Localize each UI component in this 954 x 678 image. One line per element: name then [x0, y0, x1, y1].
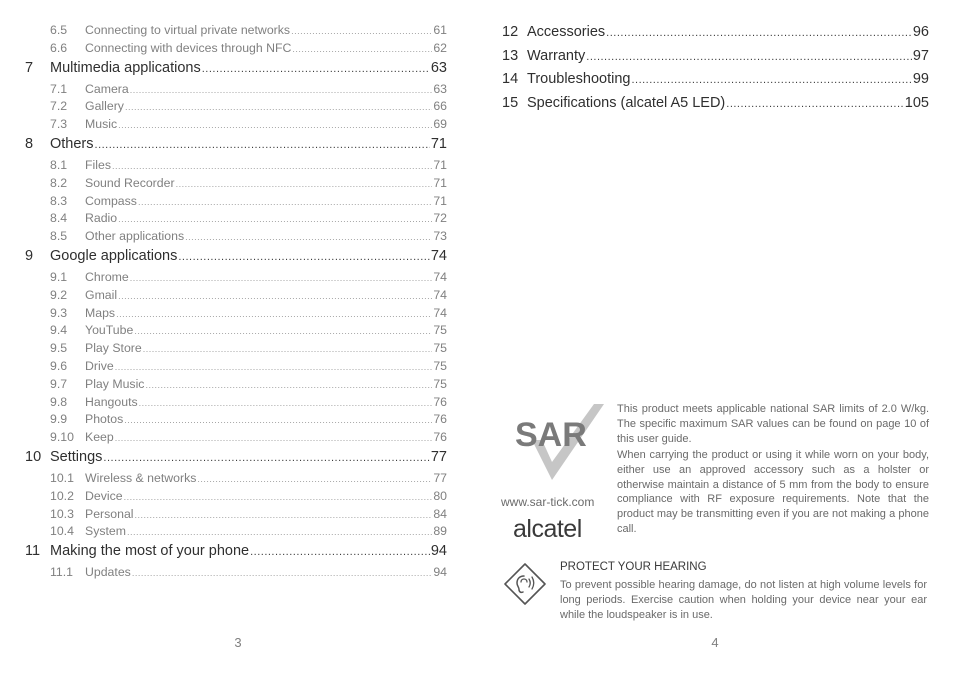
toc-entry[interactable] — [25, 134, 447, 154]
toc-subentry[interactable] — [50, 339, 447, 357]
sar-url: www.sar-tick.com — [501, 495, 595, 509]
toc-entry-title: Making the most of your phone — [50, 543, 250, 560]
toc-dot-leader — [631, 70, 911, 89]
toc-entry-page: 74 — [430, 248, 447, 264]
toc-entry-number: 11.1 — [50, 565, 74, 580]
toc-entry-number: 9.3 — [50, 305, 68, 320]
toc-dot-leader — [143, 340, 433, 357]
toc-entry[interactable] — [25, 246, 447, 266]
toc-entry-title: Troubleshooting — [527, 71, 631, 87]
toc-entry-number: 9.2 — [50, 287, 68, 302]
toc-subentry[interactable] — [50, 286, 447, 304]
toc-subentry[interactable] — [50, 80, 447, 98]
toc-dot-leader — [132, 564, 433, 581]
sar-paragraph-1: This product meets applicable national SAR limits of 2.0 W/kg. The specific maximum SAR values can be found on page 10 of this user guide. — [617, 403, 929, 445]
toc-entry-number: 7 — [25, 59, 34, 76]
toc-entry-title: Radio — [85, 211, 118, 226]
toc-entry-number: 10.1 — [50, 471, 74, 485]
toc-subentry[interactable] — [50, 304, 447, 322]
toc-entry-title: Hangouts — [85, 394, 138, 409]
toc-dot-leader — [291, 22, 432, 39]
toc-entry-title: Personal — [85, 506, 134, 521]
toc-entry-title: Connecting to virtual private networks — [85, 23, 291, 37]
toc-entry[interactable] — [25, 58, 447, 78]
toc-entry-page: 99 — [912, 71, 929, 87]
sar-tick-logo — [512, 400, 612, 488]
toc-entry-number: 10.4 — [50, 524, 74, 539]
toc-dot-leader — [176, 175, 433, 192]
toc-dot-leader — [139, 394, 433, 411]
right-page — [477, 0, 954, 678]
toc-entry-title: Music — [85, 117, 118, 132]
toc-entry-page: 80 — [433, 488, 447, 503]
toc-dot-leader — [118, 116, 432, 133]
toc-entry[interactable] — [502, 69, 929, 89]
toc-entry-title: Wireless & networks — [85, 471, 197, 485]
toc-entry-title: Files — [85, 158, 111, 172]
toc-dot-leader — [145, 376, 432, 393]
alcatel-logo-text: alcatel — [513, 515, 582, 543]
toc-entry[interactable] — [502, 93, 929, 113]
toc-entry-page: 73 — [433, 229, 447, 244]
toc-entry-number: 6.6 — [50, 40, 68, 55]
toc-dot-leader — [586, 47, 912, 66]
toc-entry-page: 63 — [433, 81, 447, 96]
toc-entry-page: 94 — [433, 565, 447, 580]
toc-dot-leader — [124, 411, 432, 428]
toc-entry-page: 76 — [433, 394, 447, 409]
toc-entry-title: Drive — [85, 359, 114, 373]
toc-entry-page: 74 — [433, 287, 447, 302]
toc-entry-page: 76 — [433, 430, 447, 445]
toc-entry-page: 84 — [433, 506, 447, 521]
toc-dot-leader — [134, 322, 432, 339]
toc-entry-page: 97 — [912, 47, 929, 64]
toc-entry-number: 9.4 — [50, 323, 68, 338]
toc-entry-page: 76 — [433, 412, 447, 427]
toc-dot-leader — [115, 358, 433, 375]
toc-entry-page: 63 — [430, 59, 447, 76]
toc-dot-leader — [292, 40, 432, 57]
toc-entry-number: 7.3 — [50, 117, 68, 132]
sar-paragraph-2: When carrying the product or using it while worn on your body, either use an approved accessory such as a holster or otherwise maintain a distance of 5 mm from the body to ensure compliance with RF exposure requirements. Note that the product may be transmitting even if you are not making a phone call. — [617, 449, 929, 535]
toc-entry-number: 12 — [502, 24, 519, 40]
hearing-title: PROTECT YOUR HEARING — [560, 561, 707, 573]
toc-entry-title: Play Store — [85, 341, 142, 356]
page-number-left: 3 — [234, 635, 242, 650]
toc-dot-leader — [118, 287, 432, 304]
toc-dot-leader — [138, 193, 432, 210]
toc-entry[interactable] — [25, 447, 447, 467]
toc-entry-title: Settings — [50, 449, 103, 465]
toc-entry-number: 9.6 — [50, 359, 68, 373]
toc-subentry[interactable] — [50, 192, 447, 210]
toc-dot-leader — [135, 506, 433, 523]
toc-subentry[interactable] — [50, 563, 447, 581]
toc-entry-title: Play Music — [85, 376, 145, 391]
toc-subentry[interactable] — [50, 505, 447, 523]
hearing-text: To prevent possible hearing damage, do not listen at high volume levels for long periods. Exercise caution when holding your device near your ear while the loudspeaker is in use. — [560, 579, 927, 621]
toc-entry-page: 66 — [433, 99, 447, 114]
toc-entry-page: 69 — [433, 117, 447, 132]
toc-entry-number: 13 — [502, 47, 519, 64]
toc-entry-number: 8.5 — [50, 229, 68, 244]
toc-entry-page: 75 — [433, 341, 447, 356]
toc-entry-page: 96 — [912, 24, 929, 40]
toc-subentry[interactable] — [50, 21, 447, 39]
toc-subentry[interactable] — [50, 375, 447, 393]
toc-entry-page: 71 — [433, 193, 447, 208]
toc-entry-number: 10.3 — [50, 506, 74, 521]
toc-entry-title: Chrome — [85, 270, 129, 284]
alcatel-logo — [513, 513, 599, 543]
toc-entry-number: 14 — [502, 71, 519, 87]
toc-subentry[interactable] — [50, 428, 447, 446]
toc-entry[interactable] — [502, 46, 929, 66]
toc-entry-number: 9 — [25, 248, 34, 264]
toc-entry-page: 72 — [433, 211, 447, 226]
toc-dot-leader — [197, 470, 432, 487]
toc-entry-title: YouTube — [85, 323, 134, 338]
page-number-right: 4 — [711, 635, 719, 650]
toc-entry-title: System — [85, 524, 126, 539]
toc-entry-number: 11 — [25, 543, 41, 560]
toc-entry-page: 105 — [904, 94, 929, 111]
toc-entry-number: 7.2 — [50, 99, 68, 114]
toc-entry-page: 75 — [433, 323, 447, 338]
toc-entry-page: 77 — [430, 449, 447, 465]
toc-entry-title: Specifications (alcatel A5 LED) — [527, 94, 726, 111]
toc-entry-number: 10 — [25, 449, 42, 465]
toc-dot-leader — [124, 488, 433, 505]
toc-entry-page: 77 — [433, 471, 447, 485]
toc-subentry[interactable] — [50, 393, 447, 411]
toc-entry-page: 71 — [433, 158, 447, 172]
toc-dot-leader — [726, 94, 904, 113]
toc-dot-leader — [130, 81, 433, 98]
toc-subentry[interactable] — [50, 156, 447, 174]
toc-subentry[interactable] — [50, 357, 447, 375]
toc-entry-number: 15 — [502, 94, 519, 111]
toc-entry-title: Others — [50, 136, 94, 152]
toc-entry[interactable] — [25, 541, 447, 561]
toc-entry-page: 61 — [433, 23, 447, 37]
toc-entry-number: 6.5 — [50, 23, 68, 37]
toc-subentry[interactable] — [50, 487, 447, 505]
toc-entry-number: 9.7 — [50, 376, 68, 391]
toc-entry-number: 8 — [25, 136, 34, 152]
toc-entry-title: Camera — [85, 81, 129, 96]
toc-entry-number: 8.1 — [50, 158, 68, 172]
toc-subentry[interactable] — [50, 268, 447, 286]
toc-subentry[interactable] — [50, 174, 447, 192]
toc-entry-title: Keep — [85, 430, 114, 445]
hearing-warning-icon — [503, 562, 547, 606]
toc-entry-page: 62 — [433, 40, 447, 55]
toc-entry-number: 9.9 — [50, 412, 68, 427]
toc-entry-page: 89 — [433, 524, 447, 539]
toc-entry-title: Sound Recorder — [85, 175, 175, 190]
toc-dot-leader — [95, 135, 430, 154]
toc-entry-number: 8.3 — [50, 193, 68, 208]
toc-entry-title: Other applications — [85, 229, 185, 244]
toc-subentry[interactable] — [50, 97, 447, 115]
toc-subentry[interactable] — [50, 209, 447, 227]
toc-subentry[interactable] — [50, 469, 447, 487]
toc-entry-page: 71 — [430, 136, 447, 152]
toc-dot-leader — [130, 269, 433, 286]
toc-subentry[interactable] — [50, 39, 447, 57]
toc-entry-title: Google applications — [50, 248, 178, 264]
toc-entry-number: 7.1 — [50, 81, 68, 96]
toc-dot-leader — [202, 59, 430, 78]
toc-subentry[interactable] — [50, 321, 447, 339]
toc-dot-leader — [125, 98, 432, 115]
toc-entry-title: Accessories — [527, 24, 606, 40]
toc-dot-leader — [115, 429, 433, 446]
toc-entry-title: Connecting with devices through NFC — [85, 40, 292, 55]
toc-entry-title: Updates — [85, 565, 131, 580]
toc-dot-leader — [185, 228, 432, 245]
toc-entry-number: 9.5 — [50, 341, 68, 356]
toc-entry-page: 74 — [433, 305, 447, 320]
toc-entry-title: Compass — [85, 193, 137, 208]
toc-entry-number: 9.1 — [50, 270, 68, 284]
toc-subentry[interactable] — [50, 227, 447, 245]
sar-logo-text: SAR — [515, 416, 587, 454]
toc-entry-number: 10.2 — [50, 488, 74, 503]
toc-entry-title: Gmail — [85, 287, 118, 302]
toc-entry-page: 74 — [433, 270, 447, 284]
toc-subentry[interactable] — [50, 522, 447, 540]
toc-entry-title: Multimedia applications — [50, 59, 201, 76]
toc-dot-leader — [112, 157, 432, 174]
toc-entry-title: Warranty — [527, 47, 586, 64]
toc-entry-title: Device — [85, 488, 123, 503]
toc-entry-page: 71 — [433, 175, 447, 190]
toc-dot-leader — [103, 448, 429, 467]
toc-dot-leader — [127, 523, 432, 540]
toc-subentry[interactable] — [50, 115, 447, 133]
toc-entry-page: 75 — [433, 359, 447, 373]
toc-dot-leader — [118, 210, 432, 227]
toc-entry-title: Maps — [85, 305, 116, 320]
toc-entry-number: 8.4 — [50, 211, 68, 226]
toc-entry-page: 75 — [433, 376, 447, 391]
toc-entry-number: 8.2 — [50, 175, 68, 190]
toc-dot-leader — [606, 23, 912, 42]
toc-entry-number: 9.10 — [50, 430, 74, 445]
toc-entry-title: Gallery — [85, 99, 124, 114]
toc-entry-page: 94 — [430, 543, 447, 560]
toc-subentry[interactable] — [50, 410, 447, 428]
toc-dot-leader — [250, 542, 430, 561]
toc-entry-number: 9.8 — [50, 394, 68, 409]
toc-entry-title: Photos — [85, 412, 124, 427]
toc-entry[interactable] — [502, 22, 929, 42]
toc-dot-leader — [116, 305, 432, 322]
toc-dot-leader — [178, 247, 429, 266]
